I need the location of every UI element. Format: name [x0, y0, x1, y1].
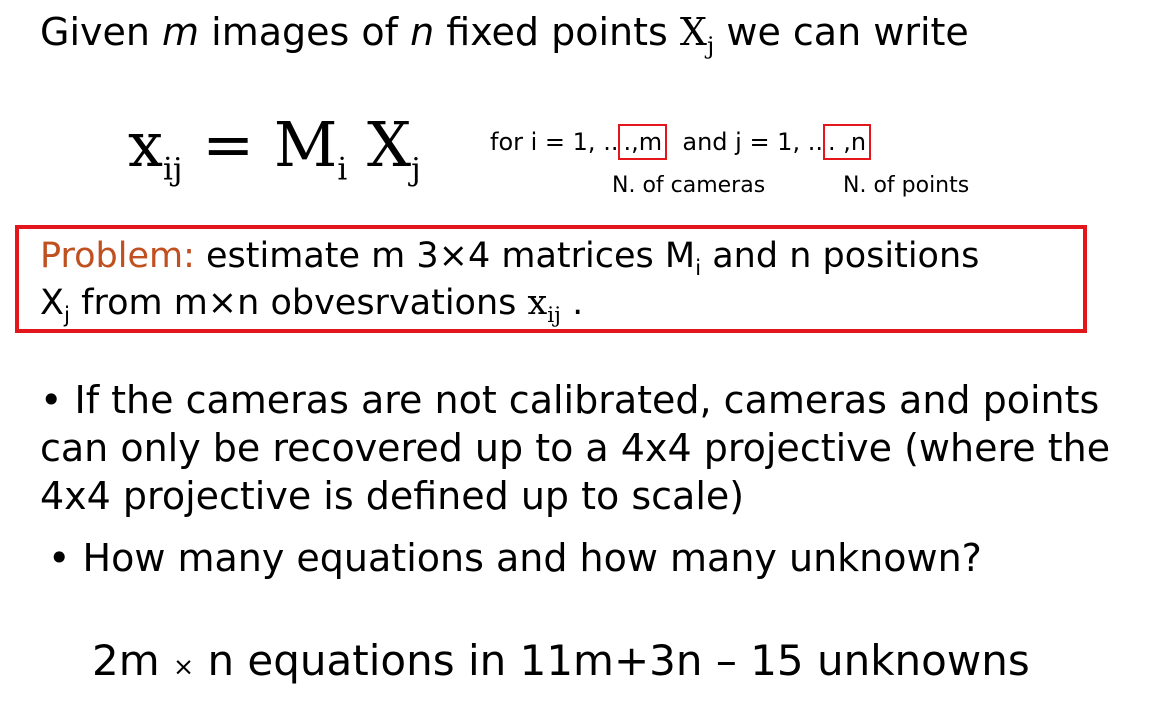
- m-highlight-box: .,m: [618, 124, 667, 160]
- bullet-line: can only be recovered up to a 4x4 projective (where the: [40, 426, 1111, 470]
- intro-text: Given m images of n fixed points $X_j$ we can write: [40, 10, 969, 60]
- cameras-label: N. of cameras: [612, 173, 766, 198]
- projection-formula: $x_{ij} = M_i$ $X_j$: [128, 108, 421, 188]
- bullet-calibration: [40, 376, 1110, 520]
- bullet-line: • If the cameras are not calibrated, cameras and points: [40, 378, 1100, 422]
- problem-label: Problem:: [40, 236, 195, 276]
- problem-statement-line1: Problem: estimate m 3×4 matrices $M_i$ and n positions: [40, 236, 980, 281]
- problem-statement-line2: $X_j$ from m×n obvesrvations $x_{ij}$ .: [40, 283, 584, 328]
- bullet-line: 4x4 projective is defined up to scale): [40, 474, 745, 518]
- answer-text: 2m × n equations in 11m+3n – 15 unknowns: [92, 636, 1030, 685]
- bullet-question: • How many equations and how many unknown?: [48, 536, 982, 580]
- n-highlight-box: . ,n: [823, 124, 871, 160]
- points-label: N. of points: [843, 173, 970, 198]
- index-ranges: for i = 1, .. .,m and j = 1, .. . ,n: [490, 124, 871, 160]
